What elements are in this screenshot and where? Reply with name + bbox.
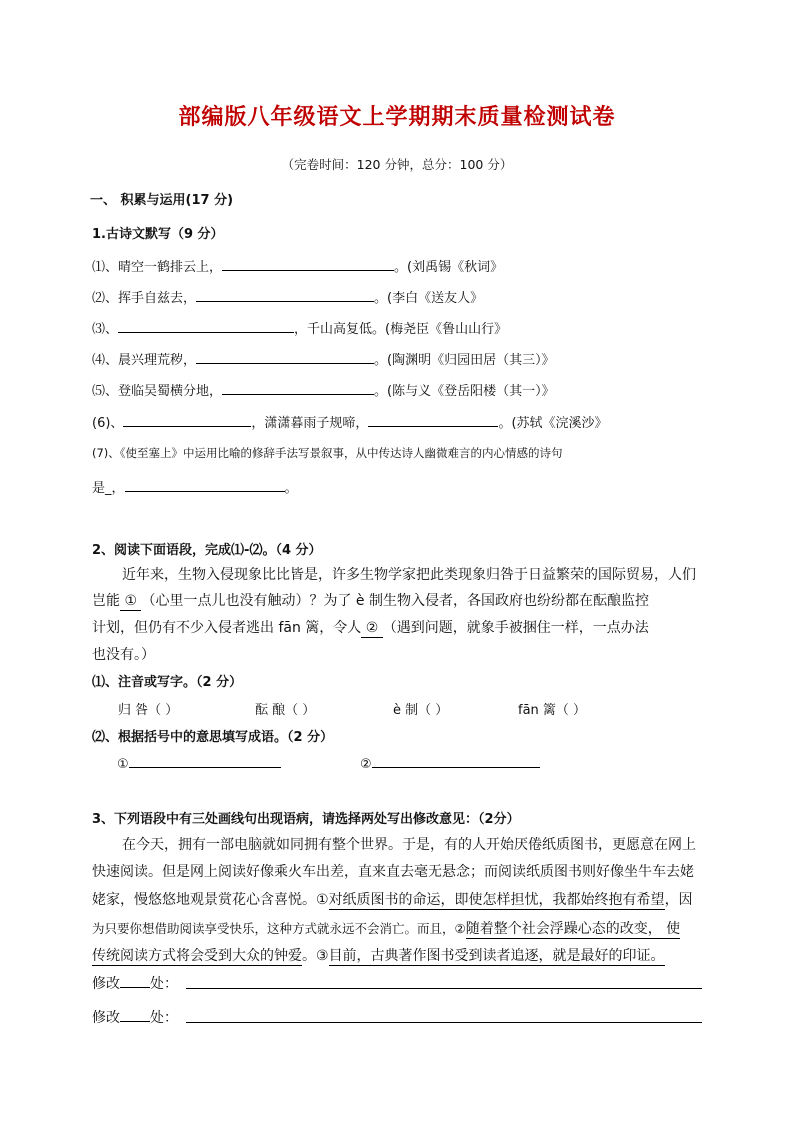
revise-label: 修改 bbox=[92, 976, 120, 992]
q2-heading: 2、阅读下面语段，完成⑴-⑵。（4 分） bbox=[92, 543, 322, 558]
q1-item-3 bbox=[92, 318, 507, 337]
q3-paragraph-line bbox=[92, 918, 680, 938]
revise-number-blank[interactable] bbox=[120, 974, 150, 988]
q1-item-7-prompt: (7)、《使至塞上》中运用比喻的修辞手法写景叙事，从中传达诗人幽微难言的内心情感的诗句 bbox=[92, 446, 563, 460]
q1-item-1-source: 。(刘禹锡《秋词》 bbox=[394, 260, 504, 275]
revise-row-2 bbox=[92, 1007, 178, 1027]
answer-blank[interactable] bbox=[123, 413, 251, 427]
q1-item-4-source: 。(陶渊明《归园田居（其三）》 bbox=[374, 353, 555, 368]
q2-text: （遇到问题，就象手被捆住一样，一点办法 bbox=[382, 620, 649, 636]
answer-blank[interactable] bbox=[125, 478, 285, 492]
q1-item-2 bbox=[92, 287, 483, 306]
q3-paragraph-line: 在今天，拥有一部电脑就如同拥有整个世界。于是，有的人开始厌倦纸质图书，更愿意在网上 bbox=[122, 837, 696, 853]
q2-sub1-item[interactable]: 酝 酿（ ） bbox=[255, 703, 316, 718]
circle-1: ① bbox=[117, 757, 129, 772]
answer-blank[interactable] bbox=[196, 350, 374, 364]
section-heading: 一、 积累与运用(17 分) bbox=[90, 193, 234, 208]
answer-blank[interactable] bbox=[222, 257, 394, 271]
q1-item-2-text: ⑵、挥手自兹去， bbox=[92, 291, 197, 306]
q1-item-6-source: 。(苏轼《浣溪沙》 bbox=[498, 416, 608, 431]
q1-item-6-text: (6)、 bbox=[92, 416, 124, 431]
revise-label: 修改 bbox=[92, 1010, 120, 1026]
revise-number-blank[interactable] bbox=[120, 1008, 150, 1022]
answer-blank[interactable] bbox=[118, 319, 294, 333]
q1-item-5-text: ⑸、登临吴蜀横分地， bbox=[92, 384, 223, 399]
page-title: 部编版八年级语文上学期期末质量检测试卷 bbox=[178, 105, 616, 130]
underlined-sentence-2-cont: 传统阅读方式将会受到大众的钟爱 bbox=[92, 948, 302, 964]
q2-sub1-item[interactable]: fān 篱（ ） bbox=[518, 703, 587, 718]
q2-sub1-item[interactable]: 归 咎（ ） bbox=[118, 703, 179, 718]
revise-answer-line[interactable] bbox=[186, 988, 702, 989]
exam-time-note: （完卷时间：120 分钟，总分：100 分） bbox=[281, 157, 513, 172]
q1-item-1 bbox=[92, 256, 503, 275]
q3-text: 为只要你想借助阅读享受快乐，这种方式就永远不会消亡。而且，② bbox=[92, 921, 466, 936]
q2-sub1-item[interactable]: è 制（ ） bbox=[393, 703, 449, 718]
q2-paragraph-line bbox=[92, 617, 649, 637]
revise-label-end: 处： bbox=[150, 976, 178, 992]
q2-sub2-heading: ⑵、根据括号中的意思填写成语。（2 分） bbox=[92, 730, 334, 745]
q2-paragraph-line: 近年来，生物入侵现象比比皆是，许多生物学家把此类现象归咎于日益繁荣的国际贸易，人们 bbox=[122, 567, 696, 583]
answer-blank[interactable] bbox=[129, 754, 281, 768]
q1-item-6-mid: ，潇潇暮雨子规啼， bbox=[251, 416, 369, 431]
q3-text: ，因 bbox=[664, 892, 693, 908]
answer-blank[interactable] bbox=[196, 288, 374, 302]
q2-paragraph-line: 也没有。） bbox=[92, 647, 155, 663]
q1-item-4 bbox=[92, 349, 555, 368]
answer-blank[interactable] bbox=[222, 381, 374, 395]
blank-1[interactable]: ① bbox=[120, 593, 142, 609]
q1-item-5-source: 。(陈与义《登岳阳楼（其一）》 bbox=[374, 384, 555, 399]
revise-label-end: 处： bbox=[150, 1010, 178, 1026]
answer-blank[interactable] bbox=[372, 754, 540, 768]
q3-paragraph-line bbox=[92, 945, 665, 965]
underlined-sentence-3: 目前，古典著作图书受到读者追逐，就是最好的印证。 bbox=[328, 948, 665, 964]
q2-sub1-heading: ⑴、注音或写字。（2 分） bbox=[92, 675, 243, 690]
q3-text: 姥家，慢悠悠地观景赏花心含喜悦。① bbox=[92, 892, 329, 908]
q3-paragraph-line: 快速阅读。但是网上阅读好像乘火车出差，直来直去毫无悬念；而阅读纸质图书则好像坐牛车去姥 bbox=[92, 864, 694, 880]
q1-item-7-label: 是_， bbox=[92, 481, 125, 496]
q2-paragraph-line bbox=[92, 590, 649, 610]
q1-heading: 1.古诗文默写（9 分） bbox=[92, 227, 224, 242]
q1-item-7-end: 。 bbox=[284, 481, 298, 496]
q2-text: 计划，但仍有不少入侵者逃出 fān 篱，令人 bbox=[92, 620, 362, 636]
q2-text: 岂能 bbox=[92, 593, 120, 609]
q1-item-7-answer bbox=[92, 477, 298, 496]
q2-sub2-answer-1 bbox=[117, 754, 281, 772]
q1-item-2-source: 。(李白《送友人》 bbox=[374, 291, 484, 306]
q2-text: （心里一点儿也没有触动）？为了 è 制生物入侵者，各国政府也纷纷都在酝酿监控 bbox=[141, 593, 649, 609]
q3-paragraph-line bbox=[92, 889, 693, 909]
q1-item-6 bbox=[92, 412, 608, 431]
answer-blank[interactable] bbox=[368, 413, 498, 427]
revise-row-1 bbox=[92, 973, 178, 993]
underlined-sentence-2: 随着整个社会浮躁心态的改变， 使 bbox=[465, 921, 681, 937]
q1-item-3-text: ⑶、 bbox=[92, 322, 119, 337]
q1-item-4-text: ⑷、晨兴理荒秽， bbox=[92, 353, 197, 368]
q1-item-1-text: ⑴、晴空一鹤排云上， bbox=[92, 260, 223, 275]
blank-2[interactable]: ② bbox=[361, 620, 383, 636]
q3-text: 。③ bbox=[302, 948, 329, 964]
underlined-sentence-1: 对纸质图书的命运，即使怎样担忧，我都始终抱有希望 bbox=[328, 892, 665, 908]
circle-2: ② bbox=[360, 757, 372, 772]
revise-answer-line[interactable] bbox=[186, 1022, 702, 1023]
q1-item-5 bbox=[92, 380, 555, 399]
q1-item-3-source: ，千山高复低。(梅尧臣《鲁山山行》 bbox=[294, 322, 508, 337]
q3-heading: 3、下列语段中有三处画线句出现语病，请选择两处写出修改意见：（2分） bbox=[92, 812, 520, 827]
q2-sub2-answer-2 bbox=[360, 754, 540, 772]
